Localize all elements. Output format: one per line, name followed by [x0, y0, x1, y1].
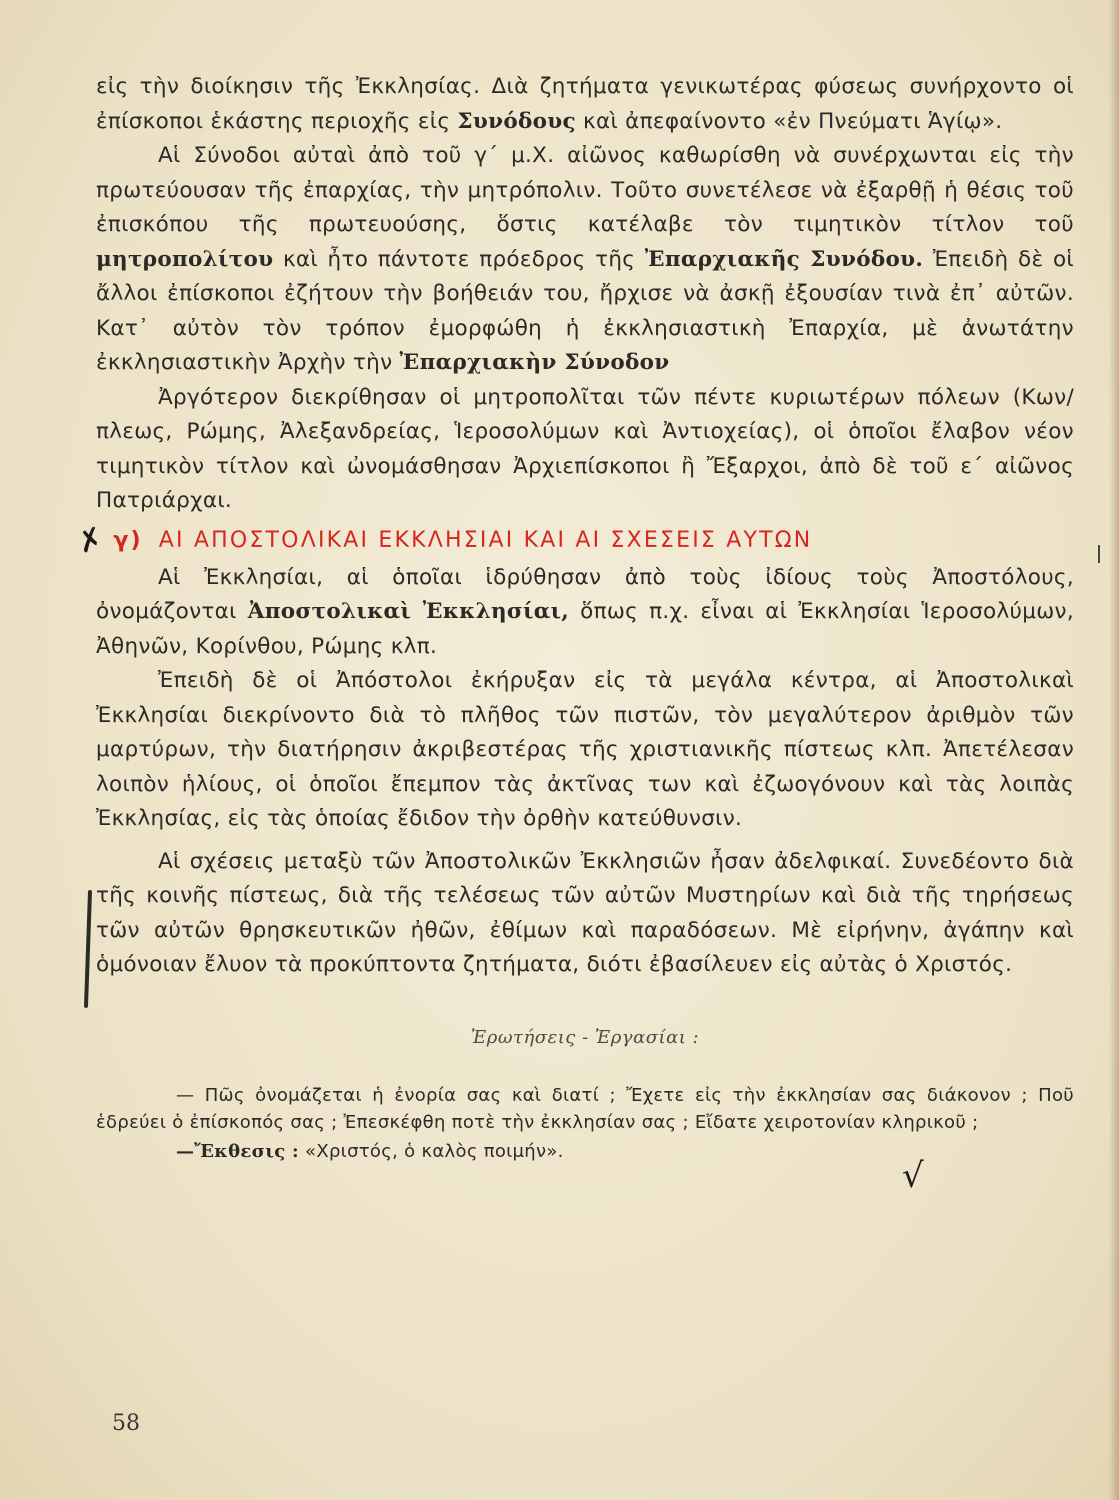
page-number: 58	[112, 1411, 140, 1436]
term-eparchiakin-synodon: Ἐπαρχιακὴν Σύνοδον	[399, 350, 670, 375]
p2-a: Αἱ Σύνοδοι αὐταὶ ἀπὸ τοῦ γ´ μ.Χ. αἰῶνος καθωρίσθη νὰ συνέρχωνται εἰς τὴν πρωτεύουσαν τῆς ἐπαρχίας, τὴν μητρόπολιν. Τοῦτο συνετέλεσε νὰ ἐξαρθῇ ἡ θέσις τοῦ ἐπισκόπου τῆς πρωτευούσης, ὅστις κατέλαβε τὸν τιμητικὸν τίτλον τοῦ	[96, 143, 1074, 237]
paragraph-6: Αἱ σχέσεις μεταξὺ τῶν Ἀποστολικῶν Ἐκκλησιῶν ἦσαν ἀδελφικαί. Συνεδέοντο διὰ τῆς κοινῆς πίστεως, διὰ τῆς τελέσεως τῶν αὐτῶν Μυστηρίων καὶ διὰ τῆς τηρήσεως τῶν αὐτῶν θρησκευτικῶν ἠθῶν, ἐθίμων καὶ παραδόσεων. Μὲ εἰρήνην, ἀγάπην καὶ ὁμόνοιαν ἔλυον τὰ προκύπτοντα ζητήματα, διότι ἐβασίλευεν εἰς αὐτὰς ὁ Χριστός.	[96, 848, 1074, 977]
question-1: — Πῶς ὀνομάζεται ἡ ἐνορία σας καὶ διατί ; Ἔχετε εἰς τὴν ἐκκλησίαν σας διάκονον ; Ποῦ ἑδρεύει ὁ ἐπίσκοπός σας ; Ἐπεσκέφθη ποτὲ τὴν ἐκκλησίαν σας ; Εἴδατε χειροτονίαν κληρικοῦ ;	[96, 1084, 1074, 1133]
paragraph-1	[96, 70, 1074, 139]
section-title: ΑΙ ΑΠΟΣΤΟΛΙΚΑΙ ΕΚΚΛΗΣΙΑΙ ΚΑΙ ΑΙ ΣΧΕΣΕΙΣ ΑΥΤΩΝ	[158, 527, 813, 553]
term-synodous: Συνόδους	[457, 108, 576, 134]
term-eparchiakis-synodou: Ἐπαρχιακῆς Συνόδου.	[644, 246, 924, 272]
page-edge-shadow	[1109, 0, 1119, 1500]
margin-tick	[1098, 545, 1100, 563]
handwritten-mark-icon: ✗	[73, 519, 110, 561]
essay-label: —Ἔκθεσις :	[176, 1140, 299, 1162]
section-heading	[73, 519, 1074, 561]
section-letter: γ)	[113, 527, 143, 553]
paragraph-2	[96, 139, 1074, 381]
page-text	[73, 70, 1074, 1165]
questions-title: Ἐρωτήσεις - Ἐργασίαι :	[470, 1026, 700, 1048]
p2-b: καὶ ἦτο πάντοτε πρόεδρος τῆς	[282, 246, 636, 272]
p4-a: Αἱ Ἐκκλησίαι, αἱ ὁποῖαι ἱδρύθησαν ἀπὸ τοὺς ἰδίους τοὺς Ἀποστόλους, ὀνομάζονται	[96, 564, 1074, 624]
check-mark-icon: √	[902, 1156, 924, 1196]
p1-text: εἰς τὴν διοίκησιν τῆς Ἐκκλησίας. Διὰ ζητήματα γενικωτέρας φύσεως συνήρχοντο οἱ ἐπίσκοποι ἑκάστης περιοχῆς εἰς	[96, 74, 1074, 134]
term-apostolikai: Ἀποστολικαὶ Ἐκκλησίαι,	[247, 599, 570, 624]
essay-text: «Χριστός, ὁ καλὸς ποιμήν».	[305, 1140, 564, 1162]
p2-c: Ἐπειδὴ δὲ οἱ ἄλλοι ἐπίσκοποι ἐζήτουν τὴν βοήθειάν του, ἤρχισε νὰ ἀσκῇ ἐξουσίαν τινὰ ἐπ᾽ αὐτῶν. Κατ᾽ αὐτὸν τὸν τρόπον ἐμορφώθη ἡ ἐκκλησιαστικὴ Ἐπαρχία, μὲ ἀνωτάτην ἐκκλησιαστικὴν Ἀρχὴν τὴν	[96, 246, 1074, 375]
paragraph-5: Ἐπειδὴ δὲ οἱ Ἀπόστολοι ἐκήρυξαν εἰς τὰ μεγάλα κέντρα, αἱ Ἀποστολικαὶ Ἐκκλησίαι διεκρίνοντο διὰ τὸ πλῆθος τῶν πιστῶν, τὸν μεγαλύτερον ἀριθμὸν τῶν μαρτύρων, τὴν διατήρησιν ἀκριβεστέρας τῆς χριστιανικῆς πίστεως κλπ. Ἀπετέλεσαν λοιπὸν ἡλίους, οἱ ὁποῖοι ἔπεμπον τὰς ἀκτῖνας των καὶ ἐζωογόνουν καὶ τὰς λοιπὰς Ἐκκλησίας, εἰς τὰς ὁποίας ἔδιδον τὴν ὀρθὴν κατεύθυνσιν.	[96, 668, 1074, 831]
essay-assignment	[96, 1138, 1074, 1165]
p4-b: ὅπως π.χ. εἶναι αἱ Ἐκκλησίαι Ἱεροσολύμων, Ἀθηνῶν, Κορίνθου, Ρώμης κλπ.	[96, 599, 1074, 659]
paragraph-4	[96, 561, 1074, 665]
term-metropolitou: μητροπολίτου	[96, 246, 274, 272]
paragraph-3: Ἀργότερον διεκρίθησαν οἱ μητροπολῖται τῶν πέντε κυριωτέρων πόλεων (Κων/πλεως, Ρώμης, Ἀλεξανδρείας, Ἱεροσολύμων καὶ Ἀντιοχείας), οἱ ὁποῖοι ἔλαβον νέον τιμητικὸν τίτλον καὶ ὠνομάσθησαν Ἀρχιεπίσκοποι ἢ Ἔξαρχοι, ἀπὸ δὲ τοῦ ε´ αἰῶνος Πατριάρχαι.	[96, 384, 1074, 513]
pencil-margin-line	[84, 890, 92, 1008]
p1-end: καὶ ἀπεφαίνοντο «ἐν Πνεύματι Ἁγίῳ».	[583, 108, 1003, 134]
